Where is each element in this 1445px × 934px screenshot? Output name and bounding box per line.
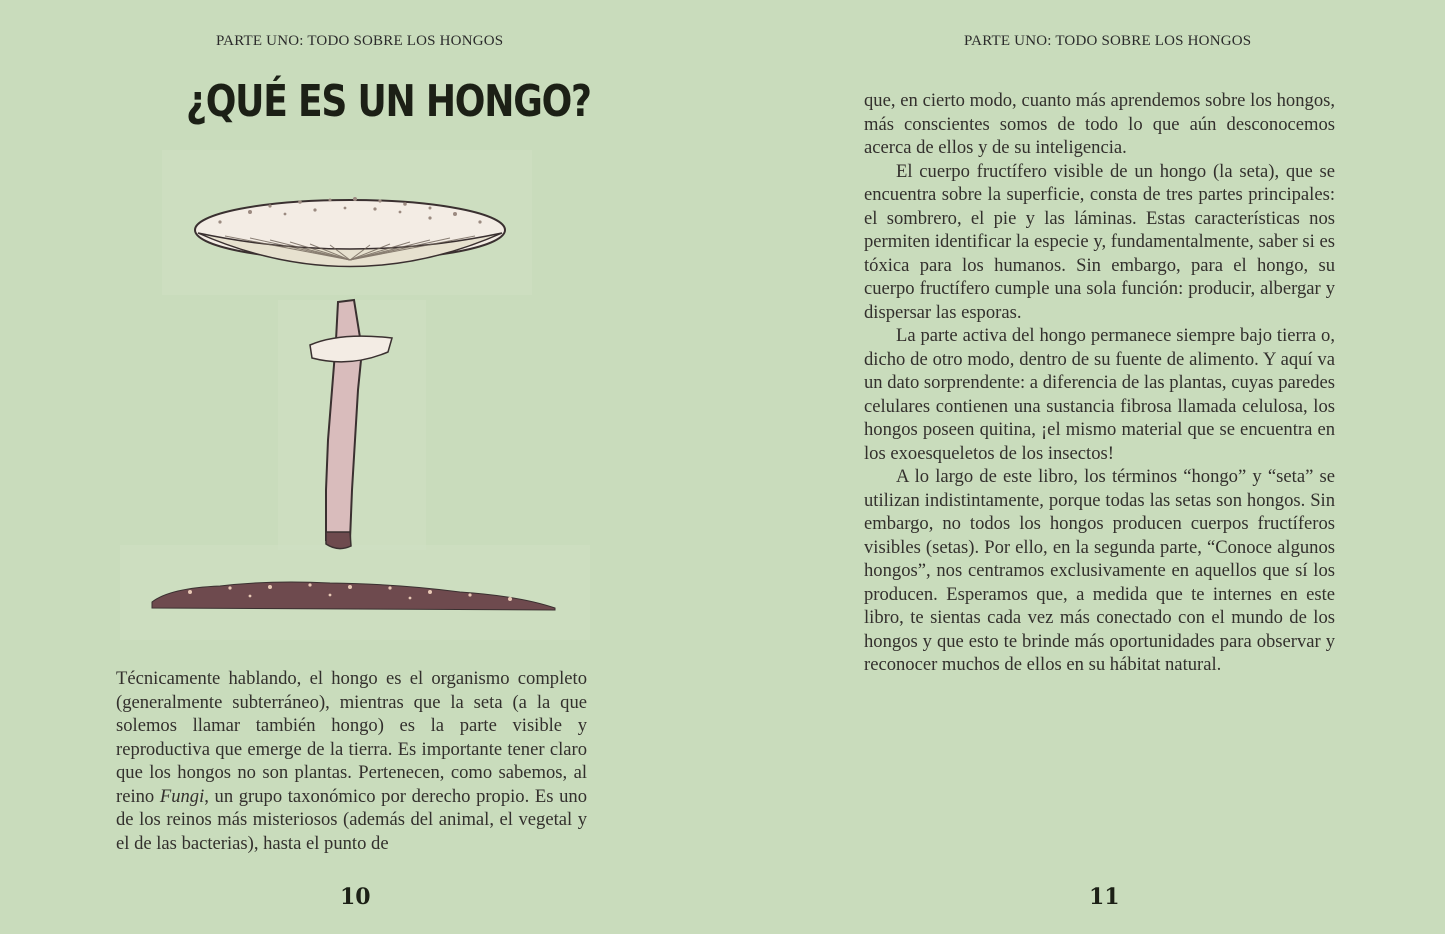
page-number-right: 11 bbox=[1089, 884, 1120, 910]
mushroom-illustration bbox=[100, 140, 620, 650]
left-page bbox=[0, 0, 722, 934]
kingdom-name: Fungi bbox=[159, 785, 205, 807]
left-body-text bbox=[116, 667, 587, 855]
left-paragraph: Técnicamente hablando, el hongo es el organismo completo (generalmente subterráneo), mientras que la seta (a la que solemos llamar también hongo) es la parte visible y reproductiva que emerge de la tierra. Es importante tener claro que los hongos no son plantas. Pertenecen, como sabemos, al reino Fungi, un grupo taxonómico por derecho propio. Es uno de los reinos más misteriosos (además del animal, el vegetal y el de las bacterias), hasta el punto de bbox=[116, 668, 587, 854]
running-head-left: PARTE UNO: TODO SOBRE LOS HONGOS bbox=[216, 33, 504, 49]
right-body-text bbox=[864, 89, 1335, 677]
right-paragraph-4: A lo largo de este libro, los términos “hongo” y “seta” se utilizan indistintamente, porque todas las setas son hongos. Sin embargo, no todos los hongos producen cuerpos fructíferos visibles (setas). Por ello, en la segunda parte, “Conoce algunos hongos”, nos centramos exclusivamente en aquellos que sí los producen. Esperamos que, a medida que te internes en este libro, te sientas cada vez más conectado con el mundo de los hongos y que esto te brinde más oportunidades para observar y reconocer muchos de ellos en su hábitat natural. bbox=[864, 466, 1335, 675]
page-number-left: 10 bbox=[340, 884, 371, 910]
running-head-right: PARTE UNO: TODO SOBRE LOS HONGOS bbox=[964, 33, 1252, 49]
right-paragraph-1: que, en cierto modo, cuanto más aprendemos sobre los hongos, más conscientes somos de todo lo que aún desconocemos acerca de ellos y de su inteligencia. bbox=[864, 90, 1335, 158]
right-paragraph-3: La parte activa del hongo permanece siempre bajo tierra o, dicho de otro modo, dentro de su fuente de alimento. Y aquí va un dato sorprendente: a diferencia de las plantas, cuyas paredes celulares contienen una sustancia fibrosa llamada celulosa, los hongos poseen quitina, ¡el mismo material que se encuentra en los exoesqueletos de los insectos! bbox=[864, 325, 1335, 464]
right-paragraph-2: El cuerpo fructífero visible de un hongo (la seta), que se encuentra sobre la superficie, consta de tres partes principales: el sombrero, el pie y las láminas. Estas características nos permiten identificar la especie y, fundamentalmente, saber si es tóxica para los humanos. Sin embargo, para el hongo, su cuerpo fructífero cumple una sola función: producir, albergar y dispersar las esporas. bbox=[864, 160, 1335, 323]
right-page bbox=[722, 0, 1445, 934]
chapter-title: ¿QUÉ ES UN HONGO? bbox=[186, 76, 591, 127]
